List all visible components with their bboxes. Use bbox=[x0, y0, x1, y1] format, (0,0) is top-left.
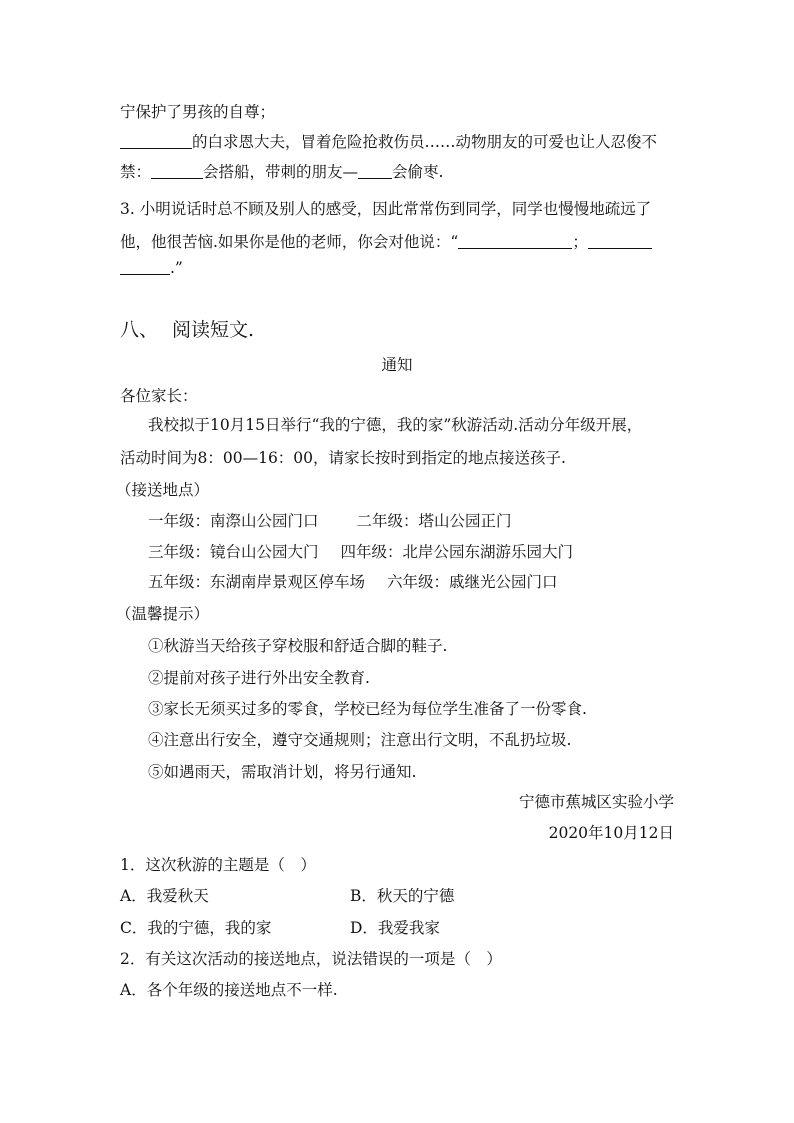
option-c[interactable]: C．我的宁德，我的家 bbox=[120, 919, 272, 937]
tips-heading: （温馨提示） bbox=[116, 605, 210, 623]
pickup-row: 五年级：东湖南岸景观区停车场 六年级：戚继光公园门口 bbox=[148, 573, 558, 591]
tip-item: ②提前对孩子进行外出安全教育. bbox=[148, 669, 370, 687]
section-heading bbox=[120, 315, 254, 342]
tip-item: ③家长无须买过多的零食，学校已经为每位学生准备了一份零食. bbox=[148, 700, 587, 718]
notice-date: 2020年10月12日 bbox=[548, 824, 674, 842]
text-line: 宁保护了男孩的自尊； bbox=[120, 103, 276, 121]
pickup-row: 三年级：镜台山公园大门 四年级：北岸公园东湖游乐园大门 bbox=[148, 543, 574, 561]
answer-blank[interactable] bbox=[120, 258, 170, 275]
section-title: 阅读短文. bbox=[172, 319, 255, 341]
fill-in-line: 的白求恩大夫，冒着危险抢救伤员……动物朋友的可爱也让人忍俊不 bbox=[120, 130, 657, 152]
notice-title: 通知 bbox=[381, 356, 413, 374]
question-2: 2．有关这次活动的接送地点，说法错误的一项是（ ） bbox=[120, 950, 502, 968]
pickup-row: 一年级：南漈山公园门口 二年级：塔山公园正门 bbox=[148, 512, 512, 530]
question-3-text: 3. 小明说话时总不顾及别人的感受，因此常常伤到同学，同学也慢慢地疏远了 bbox=[120, 200, 652, 218]
question-1: 1．这次秋游的主题是（ ） bbox=[120, 856, 316, 874]
notice-salutation: 各位家长： bbox=[120, 387, 198, 405]
section-number: 八、 bbox=[120, 319, 159, 341]
option-a[interactable]: A．各个年级的接送地点不一样. bbox=[120, 981, 338, 999]
tip-item: ①秋游当天给孩子穿校服和舒适合脚的鞋子. bbox=[148, 637, 448, 655]
answer-blank[interactable] bbox=[358, 162, 392, 179]
notice-body-line: 活动时间为8：00—16：00，请家长按时到指定的地点接送孩子. bbox=[120, 449, 566, 467]
question-3-fill-end: .” bbox=[120, 258, 183, 277]
answer-blank[interactable] bbox=[151, 162, 203, 179]
pickup-heading: （接送地点） bbox=[116, 481, 210, 499]
fill-in-line: 禁： 会搭船，带刺的朋友— 会偷枣. bbox=[120, 163, 444, 181]
option-a[interactable]: A．我爱秋天 bbox=[120, 887, 209, 905]
notice-signature: 宁德市蕉城区实验小学 bbox=[518, 793, 674, 811]
answer-blank[interactable] bbox=[458, 232, 572, 249]
question-3-fill: 他，他很苦恼.如果你是他的老师，你会对他说：“ ； bbox=[120, 230, 652, 252]
tip-item: ⑤如遇雨天，需取消计划，将另行通知. bbox=[148, 763, 417, 781]
tip-item: ④注意出行安全，遵守交通规则；注意出行文明，不乱扔垃圾. bbox=[148, 731, 572, 749]
option-d[interactable]: D．我爱我家 bbox=[350, 919, 440, 937]
answer-blank[interactable] bbox=[120, 132, 192, 149]
answer-blank[interactable] bbox=[588, 232, 652, 249]
notice-body-line: 我校拟于10月15日举行“我的宁德，我的家”秋游活动.活动分年级开展， bbox=[148, 416, 643, 434]
option-b[interactable]: B．秋天的宁德 bbox=[350, 887, 455, 905]
